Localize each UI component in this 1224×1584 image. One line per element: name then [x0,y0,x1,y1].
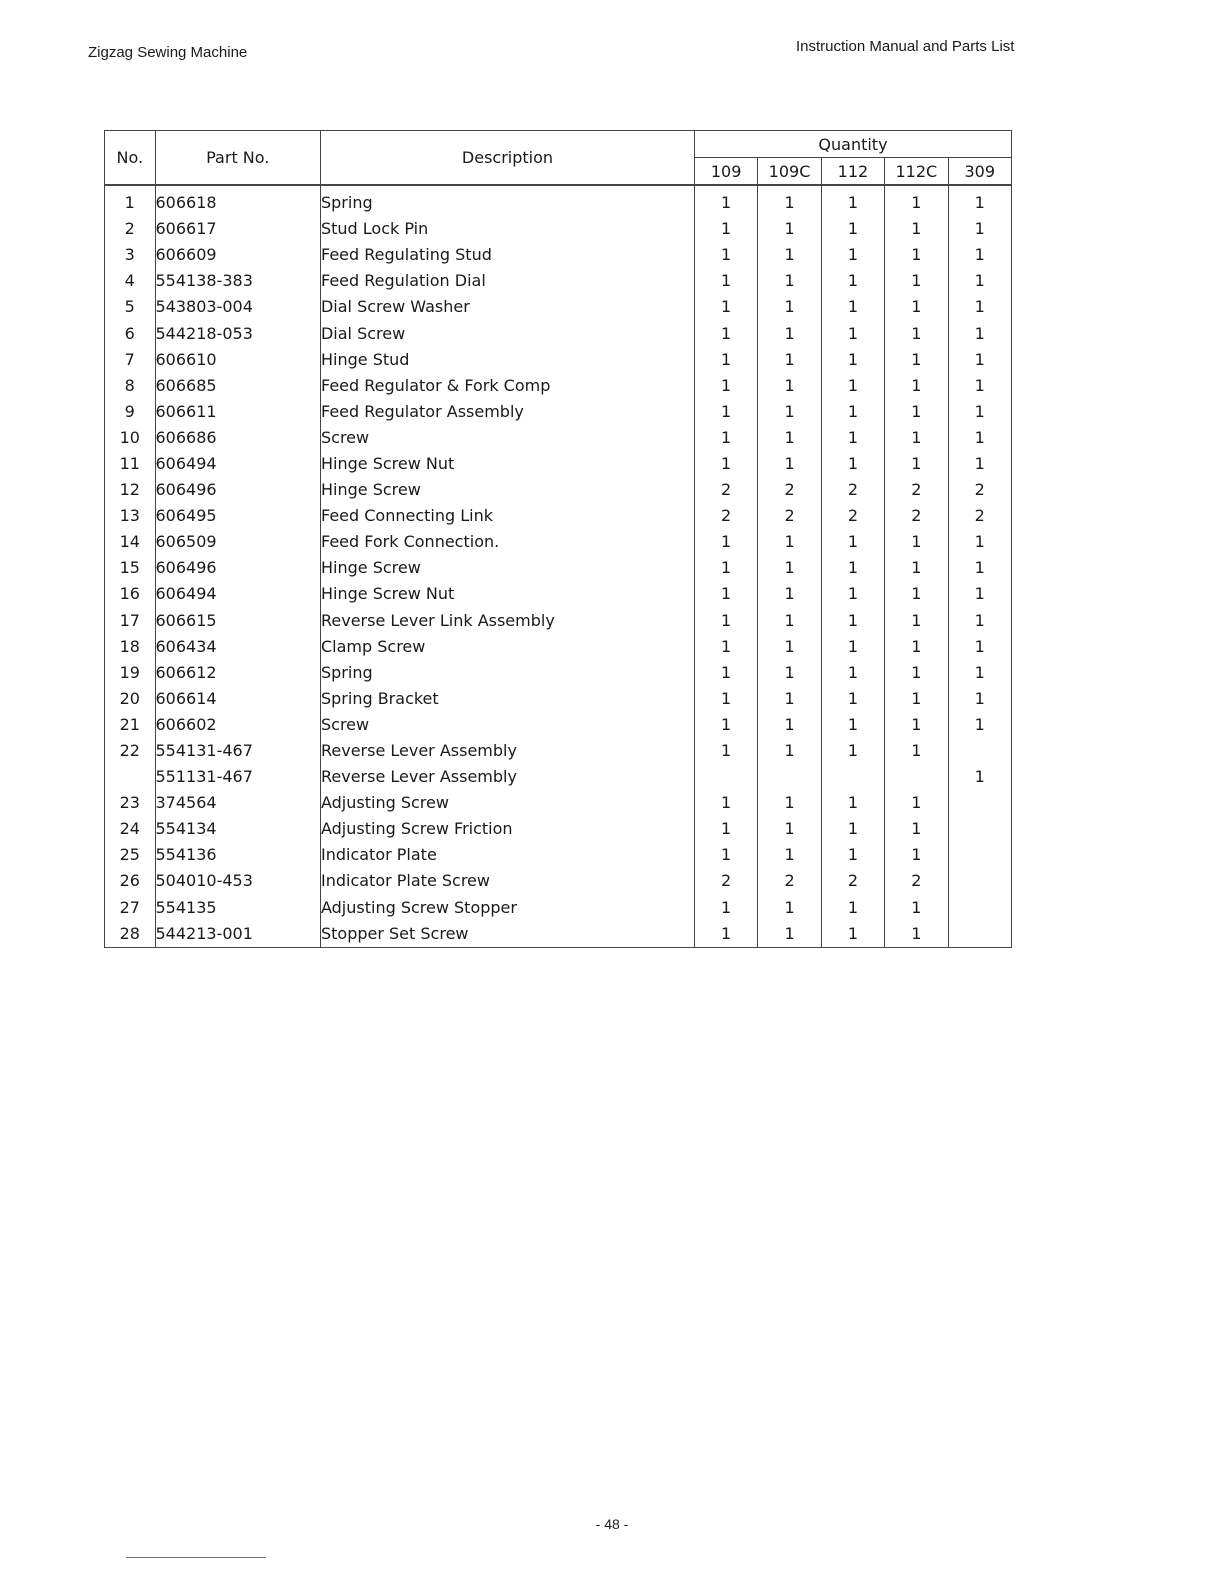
table-row [105,320,1012,346]
item-number: 13 [105,503,156,529]
quantity-cell: 1 [885,425,948,451]
table-row [105,634,1012,660]
quantity-cell: 1 [694,921,757,948]
item-number: 21 [105,712,156,738]
quantity-cell: 1 [821,581,884,607]
quantity-cell: 1 [948,185,1011,216]
quantity-cell: 2 [948,503,1011,529]
part-description: Hinge Screw [320,555,694,581]
item-number: 22 [105,738,156,764]
page-number: - 48 - [595,1516,629,1532]
col-header-quantity: Quantity [694,131,1011,158]
header-manual-title: Instruction Manual and Parts List [796,38,1015,55]
item-number: 10 [105,425,156,451]
quantity-cell: 2 [885,868,948,894]
quantity-cell: 1 [885,581,948,607]
quantity-cell: 1 [885,399,948,425]
quantity-cell [948,842,1011,868]
part-description: Feed Connecting Link [320,503,694,529]
table-row [105,347,1012,373]
quantity-cell: 1 [694,581,757,607]
quantity-cell: 1 [885,185,948,216]
col-header-description: Description [320,131,694,186]
footer-rule [126,1557,266,1558]
quantity-cell [821,764,884,790]
quantity-cell: 1 [821,320,884,346]
quantity-cell: 1 [948,294,1011,320]
quantity-cell: 1 [821,451,884,477]
part-number: 606434 [155,634,320,660]
quantity-cell: 1 [885,529,948,555]
quantity-cell: 1 [758,373,821,399]
item-number: 15 [105,555,156,581]
part-number: 606609 [155,242,320,268]
item-number: 5 [105,294,156,320]
table-row [105,503,1012,529]
item-number: 24 [105,816,156,842]
quantity-cell: 1 [821,529,884,555]
table-row [105,529,1012,555]
item-number: 23 [105,790,156,816]
quantity-cell: 1 [948,608,1011,634]
quantity-cell: 1 [821,921,884,948]
quantity-cell: 1 [758,555,821,581]
quantity-cell: 1 [948,451,1011,477]
table-row [105,581,1012,607]
quantity-cell: 1 [821,790,884,816]
table-row [105,921,1012,948]
part-description: Clamp Screw [320,634,694,660]
part-description: Feed Regulator Assembly [320,399,694,425]
quantity-cell: 2 [694,503,757,529]
part-number: 554136 [155,842,320,868]
part-description: Dial Screw Washer [320,294,694,320]
quantity-cell [948,895,1011,921]
part-description: Hinge Screw Nut [320,581,694,607]
quantity-cell: 1 [694,294,757,320]
quantity-cell [948,790,1011,816]
col-header-model: 112 [821,158,884,186]
quantity-cell: 1 [821,842,884,868]
quantity-cell: 1 [694,399,757,425]
quantity-cell: 1 [821,185,884,216]
table-row [105,686,1012,712]
quantity-cell: 1 [694,895,757,921]
quantity-cell: 1 [694,738,757,764]
quantity-cell: 1 [758,425,821,451]
quantity-cell: 2 [758,868,821,894]
quantity-cell: 1 [758,921,821,948]
quantity-cell: 2 [885,503,948,529]
part-number: 606615 [155,608,320,634]
item-number: 16 [105,581,156,607]
part-description: Feed Regulating Stud [320,242,694,268]
quantity-cell: 1 [885,216,948,242]
item-number: 14 [105,529,156,555]
quantity-cell: 1 [694,842,757,868]
quantity-cell: 1 [948,320,1011,346]
quantity-cell: 1 [948,399,1011,425]
quantity-cell: 1 [758,712,821,738]
table-row [105,294,1012,320]
quantity-cell: 1 [821,347,884,373]
quantity-cell: 1 [885,738,948,764]
item-number: 12 [105,477,156,503]
quantity-cell: 1 [821,686,884,712]
item-number: 7 [105,347,156,373]
part-description: Spring Bracket [320,686,694,712]
table-row [105,425,1012,451]
part-description: Hinge Screw Nut [320,451,694,477]
item-number: 9 [105,399,156,425]
part-description: Adjusting Screw [320,790,694,816]
part-description: Dial Screw [320,320,694,346]
part-number: 606612 [155,660,320,686]
quantity-cell: 1 [948,373,1011,399]
quantity-cell: 1 [758,294,821,320]
quantity-cell: 1 [948,268,1011,294]
table-row [105,738,1012,764]
part-number: 606509 [155,529,320,555]
part-description: Spring [320,660,694,686]
quantity-cell [758,764,821,790]
quantity-cell: 1 [694,790,757,816]
table-row [105,868,1012,894]
item-number: 4 [105,268,156,294]
col-header-model: 109 [694,158,757,186]
quantity-cell: 1 [694,816,757,842]
part-number: 606685 [155,373,320,399]
table-row [105,399,1012,425]
quantity-cell: 2 [821,503,884,529]
quantity-cell: 1 [821,294,884,320]
quantity-cell: 1 [758,320,821,346]
quantity-cell: 1 [758,451,821,477]
quantity-cell: 1 [885,451,948,477]
part-number: 606686 [155,425,320,451]
quantity-cell: 1 [948,425,1011,451]
quantity-cell: 1 [885,347,948,373]
part-number: 606617 [155,216,320,242]
table-row [105,712,1012,738]
quantity-cell: 1 [694,425,757,451]
quantity-cell: 1 [758,216,821,242]
part-description: Indicator Plate Screw [320,868,694,894]
table-row [105,790,1012,816]
col-header-model: 112C [885,158,948,186]
quantity-cell: 2 [821,868,884,894]
quantity-cell: 1 [758,686,821,712]
quantity-cell: 1 [758,790,821,816]
quantity-cell: 1 [694,320,757,346]
part-description: Feed Regulator & Fork Comp [320,373,694,399]
quantity-cell [948,921,1011,948]
table-row [105,373,1012,399]
quantity-cell: 1 [821,373,884,399]
quantity-cell: 1 [948,634,1011,660]
part-number: 374564 [155,790,320,816]
item-number: 2 [105,216,156,242]
col-header-model: 109C [758,158,821,186]
quantity-cell: 1 [694,242,757,268]
quantity-cell: 1 [885,895,948,921]
quantity-cell: 1 [885,242,948,268]
part-number: 606494 [155,451,320,477]
item-number: 6 [105,320,156,346]
quantity-cell: 1 [694,216,757,242]
part-number: 606495 [155,503,320,529]
quantity-cell: 2 [694,868,757,894]
quantity-cell: 1 [821,634,884,660]
item-number: 28 [105,921,156,948]
item-number: 8 [105,373,156,399]
quantity-cell: 1 [948,216,1011,242]
part-description: Screw [320,712,694,738]
item-number: 17 [105,608,156,634]
part-number: 606496 [155,477,320,503]
quantity-cell: 1 [821,738,884,764]
part-number: 543803-004 [155,294,320,320]
quantity-cell: 1 [948,529,1011,555]
quantity-cell: 1 [694,373,757,399]
table-row [105,555,1012,581]
part-description: Reverse Lever Assembly [320,764,694,790]
quantity-cell: 1 [758,268,821,294]
quantity-cell [948,816,1011,842]
quantity-cell: 1 [694,185,757,216]
part-description: Hinge Stud [320,347,694,373]
part-number: 606614 [155,686,320,712]
part-number: 606610 [155,347,320,373]
col-header-part-no: Part No. [155,131,320,186]
quantity-cell: 1 [821,216,884,242]
part-number: 544218-053 [155,320,320,346]
part-description: Adjusting Screw Friction [320,816,694,842]
part-number: 606618 [155,185,320,216]
quantity-cell: 1 [948,581,1011,607]
quantity-cell: 1 [758,895,821,921]
part-description: Reverse Lever Assembly [320,738,694,764]
quantity-cell: 1 [948,764,1011,790]
table-row [105,608,1012,634]
quantity-cell: 1 [758,608,821,634]
quantity-cell: 1 [758,816,821,842]
quantity-cell: 1 [885,660,948,686]
quantity-cell: 1 [821,608,884,634]
quantity-cell: 1 [694,608,757,634]
header-machine-title: Zigzag Sewing Machine [88,44,248,61]
table-row [105,816,1012,842]
table-row [105,242,1012,268]
quantity-cell: 1 [694,555,757,581]
parts-table [104,130,1012,948]
quantity-cell: 2 [948,477,1011,503]
quantity-cell: 1 [694,660,757,686]
quantity-cell: 1 [758,581,821,607]
quantity-cell: 1 [694,686,757,712]
part-number: 606496 [155,555,320,581]
quantity-cell: 1 [885,608,948,634]
part-description: Stopper Set Screw [320,921,694,948]
item-number: 11 [105,451,156,477]
part-description: Indicator Plate [320,842,694,868]
quantity-cell: 1 [948,686,1011,712]
quantity-cell: 1 [821,895,884,921]
item-number: 20 [105,686,156,712]
quantity-cell: 1 [694,634,757,660]
part-description: Screw [320,425,694,451]
table-row [105,842,1012,868]
item-number: 3 [105,242,156,268]
quantity-cell: 1 [885,921,948,948]
part-description: Feed Fork Connection. [320,529,694,555]
parts-table-body [105,185,1012,947]
table-row [105,895,1012,921]
quantity-cell: 1 [821,816,884,842]
quantity-cell [948,738,1011,764]
part-number: 606494 [155,581,320,607]
quantity-cell: 2 [885,477,948,503]
table-row [105,216,1012,242]
item-number: 19 [105,660,156,686]
col-header-no: No. [105,131,156,186]
quantity-cell: 1 [948,242,1011,268]
quantity-cell [948,868,1011,894]
item-number: 1 [105,185,156,216]
quantity-cell: 1 [885,790,948,816]
quantity-cell: 1 [885,294,948,320]
item-number: 26 [105,868,156,894]
part-number: 554138-383 [155,268,320,294]
item-number: 27 [105,895,156,921]
part-number: 554134 [155,816,320,842]
quantity-cell: 1 [948,347,1011,373]
table-row [105,477,1012,503]
item-number: 18 [105,634,156,660]
part-number: 606611 [155,399,320,425]
quantity-cell: 1 [758,660,821,686]
part-number: 606602 [155,712,320,738]
quantity-cell: 1 [885,320,948,346]
quantity-cell: 1 [948,660,1011,686]
item-number [105,764,156,790]
quantity-cell: 1 [694,268,757,294]
quantity-cell [885,764,948,790]
quantity-cell: 1 [758,634,821,660]
quantity-cell: 1 [948,555,1011,581]
quantity-cell: 1 [885,842,948,868]
table-row [105,764,1012,790]
quantity-cell: 2 [694,477,757,503]
part-number: 551131-467 [155,764,320,790]
quantity-cell [694,764,757,790]
quantity-cell: 1 [758,399,821,425]
quantity-cell: 1 [948,712,1011,738]
table-row [105,185,1012,216]
quantity-cell: 1 [694,451,757,477]
quantity-cell: 2 [821,477,884,503]
quantity-cell: 1 [758,347,821,373]
col-header-model: 309 [948,158,1011,186]
quantity-cell: 1 [694,347,757,373]
item-number: 25 [105,842,156,868]
table-row [105,451,1012,477]
quantity-cell: 1 [821,268,884,294]
quantity-cell: 1 [758,242,821,268]
table-row [105,268,1012,294]
table-row [105,660,1012,686]
part-description: Reverse Lever Link Assembly [320,608,694,634]
quantity-cell: 1 [885,686,948,712]
quantity-cell: 1 [885,555,948,581]
quantity-cell: 1 [694,529,757,555]
quantity-cell: 1 [821,425,884,451]
part-description: Spring [320,185,694,216]
quantity-cell: 1 [885,268,948,294]
part-description: Adjusting Screw Stopper [320,895,694,921]
quantity-cell: 1 [821,660,884,686]
part-description: Stud Lock Pin [320,216,694,242]
quantity-cell: 2 [758,477,821,503]
part-number: 554135 [155,895,320,921]
quantity-cell: 1 [885,634,948,660]
quantity-cell: 1 [821,555,884,581]
quantity-cell: 1 [758,738,821,764]
quantity-cell: 1 [885,712,948,738]
quantity-cell: 1 [758,529,821,555]
part-description: Feed Regulation Dial [320,268,694,294]
quantity-cell: 1 [821,399,884,425]
part-number: 554131-467 [155,738,320,764]
quantity-cell: 1 [821,712,884,738]
quantity-cell: 2 [758,503,821,529]
quantity-cell: 1 [694,712,757,738]
quantity-cell: 1 [758,842,821,868]
quantity-cell: 1 [821,242,884,268]
quantity-cell: 1 [758,185,821,216]
quantity-cell: 1 [885,816,948,842]
quantity-cell: 1 [885,373,948,399]
part-description: Hinge Screw [320,477,694,503]
part-number: 504010-453 [155,868,320,894]
part-number: 544213-001 [155,921,320,948]
